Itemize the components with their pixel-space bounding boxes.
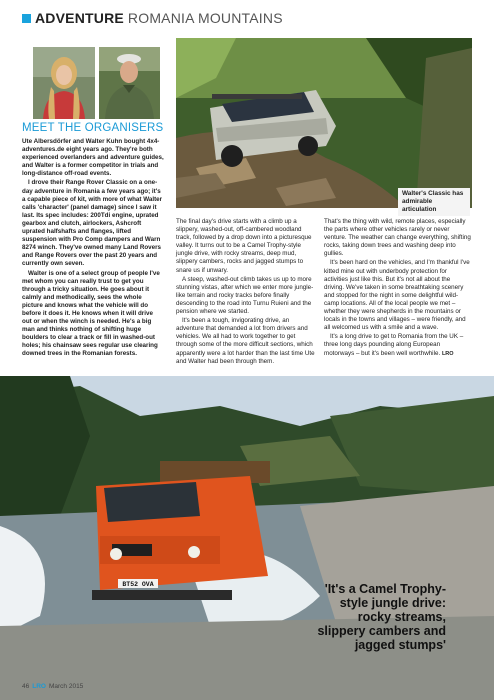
organisers-paragraph: Ute Albersdörfer and Walter Kuhn bought 4x4-adventures.de eight years ago. They're both experienced overlanders and adventure guides, and Walter is a former competitor in trials and long-distance off-road events. — [22, 138, 164, 178]
photo-caption: Walter's Classic has admirable articulation — [398, 188, 470, 216]
organisers-paragraph: Walter is one of a select group of people I've met whom you can really trust to get you through a tricky situation. He goes about it calmly and methodically, sees the whole picture and knows what the vehicle will do before it does it. He knows when it will drive out or when the winch is needed. He's a big man and thinks nothing of shifting huge boulders to clear a track or fill in washed-out holes; his chainsaw sees regular use clearing downed trees in the Romanian forests. — [22, 269, 160, 358]
range-rover-photo — [176, 38, 472, 208]
body-paragraph: It's been hard on the vehicles, and I'm thankful I've kitted mine out with underbody protection for activities just like this. But it's not all about the driving. We've taken in some breathtaking scenery and stopped for the night in some delightful wild-camp locations. All of the local people we met – whether they were shepherds in the mountains or locals in the towns and villages – were friendly, and all welcomed us with a smile and a wave. — [324, 259, 470, 332]
body-paragraph: The final day's drive starts with a climb up a slippery, washed-out, off-cambered woodland track, followed by a drop down into a picturesque valley. It turns out to be a Camel Trophy-style jungle drive, with rocky streams, deep mud, slippery cambers, rocks and jagged stumps to snare us if unwary. — [176, 218, 312, 274]
section-header — [22, 9, 283, 27]
organisers-heading: MEET THE ORGANISERS — [22, 122, 164, 134]
body-paragraph: That's the thing with wild, remote places, especially the parts where other vehicles rarely or never venture. The weather can change everything, shifting rocks, taking down trees and washing deep into gullies. — [324, 218, 471, 258]
portrait-walter — [99, 47, 160, 119]
page-footer — [22, 683, 83, 690]
pull-quote: 'It's a Camel Trophy-style jungle drive: rocky streams, slippery cambers and jagged stumps' — [317, 582, 446, 652]
magazine-logo: LRO — [32, 683, 46, 690]
section-topic: ROMANIA MOUNTAINS — [127, 10, 283, 26]
portrait-ute — [33, 47, 95, 119]
organisers-box — [22, 122, 164, 360]
section-marker-square — [22, 14, 31, 23]
section-kicker: ADVENTURE — [35, 10, 124, 26]
body-paragraph: It's been a tough, invigorating drive, an adventure that demanded a lot from drivers and vehicles. We all had to work together to get through some of the more difficult sections, which apparently were a lot harder than the last time Ute and Walter had been through them. — [176, 317, 315, 365]
number-plate: BT52 OVA — [122, 581, 154, 588]
body-paragraph-text: It's a long drive to get to Romania from the UK – three long days pounding along European motorways – but it's been well worthwhile. — [324, 333, 464, 357]
body-paragraph — [324, 333, 472, 357]
body-column-middle — [176, 218, 316, 367]
end-mark: LRO — [441, 350, 454, 357]
issue-date: March 2015 — [48, 683, 84, 690]
body-column-right — [324, 218, 472, 359]
body-paragraph: A steep, washed-out climb takes us up to more stunning vistas, after which we enter more jungle-like terrain and rocky tracks before finally descending to the road into Turnu Ruieni and the pension where we started. — [176, 275, 314, 316]
page-number: 46 — [22, 683, 30, 690]
organisers-paragraph: I drove their Range Rover Classic on a one-day adventure in Romania a few years ago; it's a capable piece of kit, with more of what Walter calls 'character' (panel damage) since I saw it last. Its spec includes: 200Tdi engine, uprated gearbox and clutch, airlockers, Ashcroft uprated halfshafts and flanges, lifted suspension with Pro Comp dampers and Warn 8274 winch. They've owned many Land Rovers and Range Rovers over the past 20 years and currently own seven. — [22, 179, 163, 268]
